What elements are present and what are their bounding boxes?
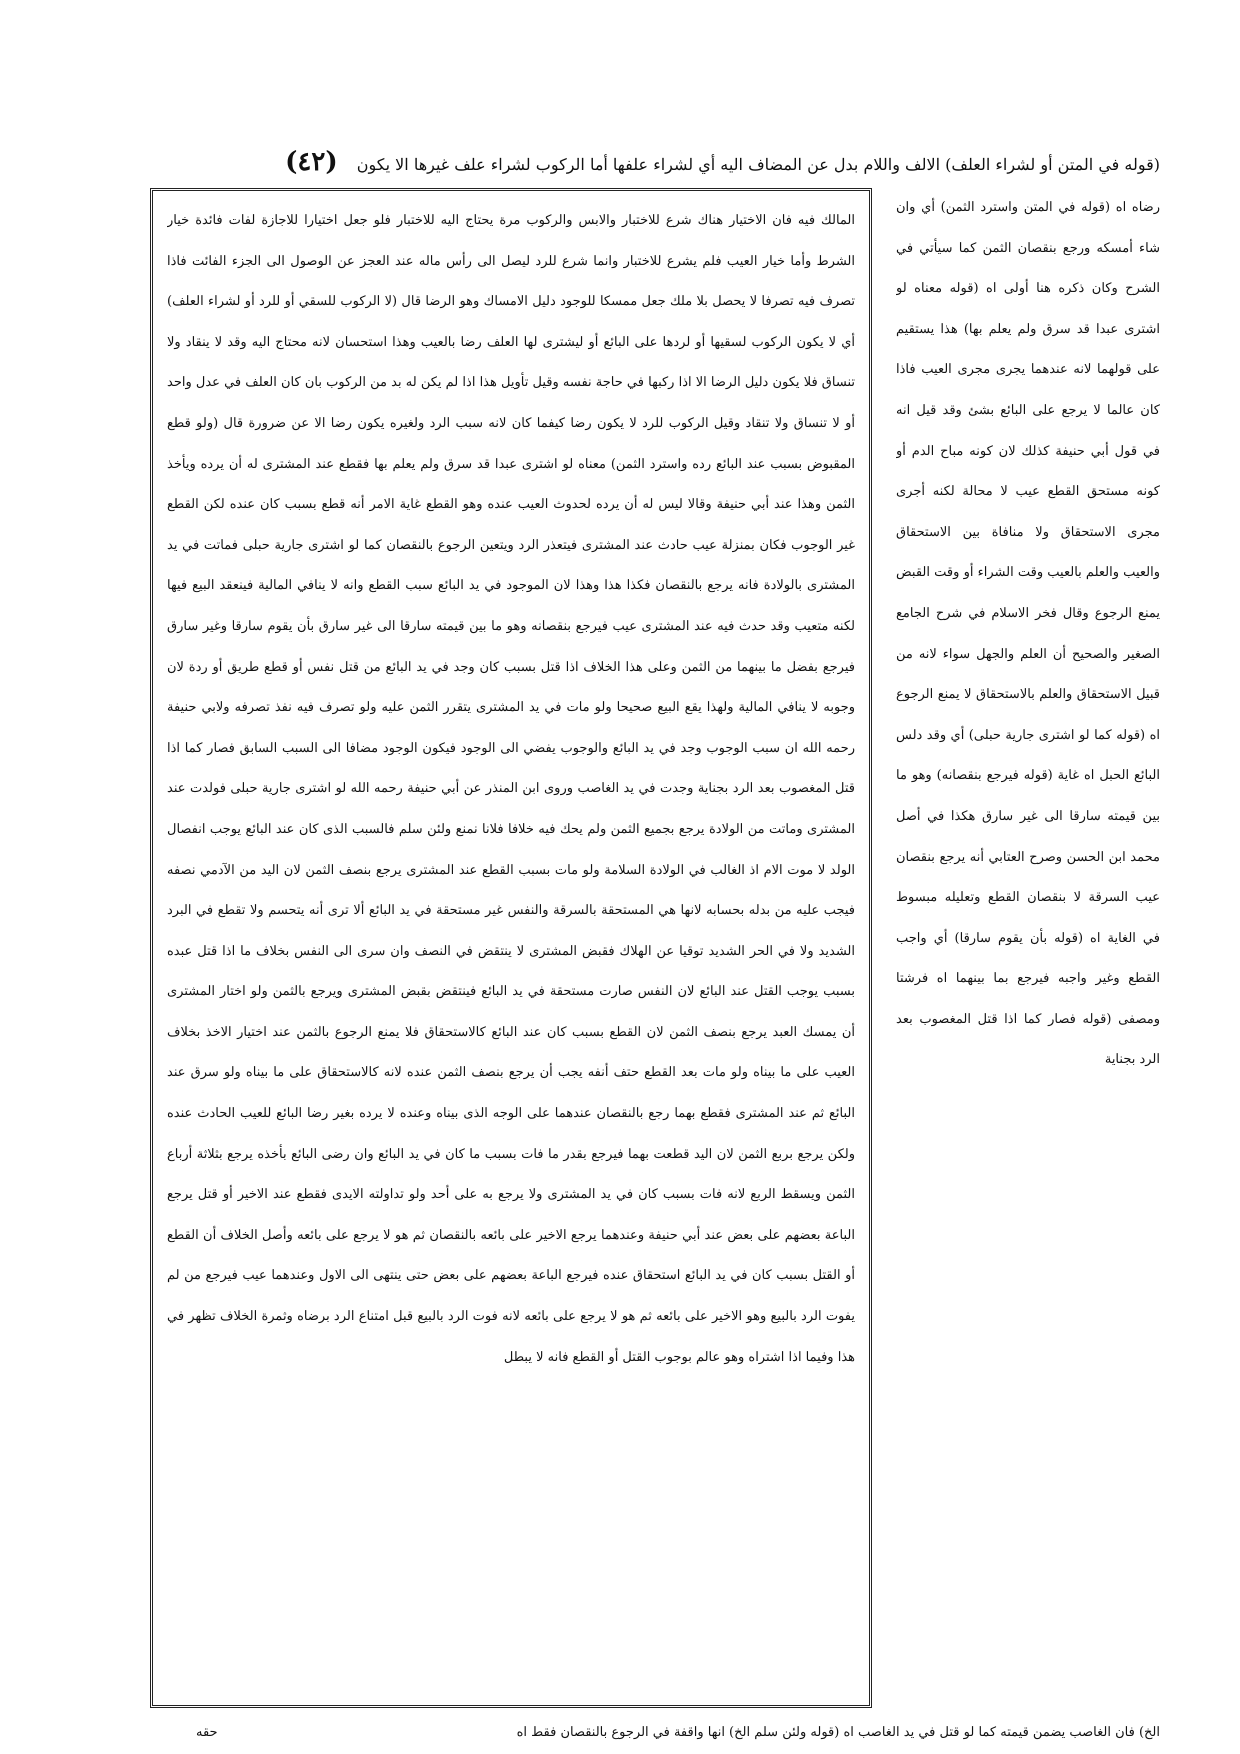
- page-number: (٤٢): [285, 147, 338, 177]
- running-header: [150, 134, 1160, 190]
- catchword: حقه: [196, 1725, 218, 1740]
- marginal-gloss: رضاه اه (قوله في المتن واسترد الثمن) أي وان شاء أمسكه ورجع بنقصان الثمن كما سيأتي في الشرح وكان ذكره هنا أولى اه (قوله معناه لو اشترى عبدا قد سرق ولم يعلم بها) هذا يستقيم على قولهما لانه عندهما يجرى مجرى العيب فاذا كان عالما لا يرجع على البائع بشئ وقد قيل انه في قول أبي حنيفة كذلك لان كونه مباح الدم أو كونه مستحق القطع عيب لا محالة لكنه أجرى مجرى الاستحقاق ولا منافاة بين الاستحقاق والعيب والعلم بالعيب وقت الشراء أو وقت القبض يمنع الرجوع وقال فخر الاسلام في شرح الجامع الصغير والصحيح أن العلم والجهل سواء لانه من قبيل الاستحقاق والعلم بالاستحقاق لا يمنع الرجوع اه (قوله كما لو اشترى جارية حبلى) أي وقد دلس البائع الحبل اه غاية (قوله فيرجع بنقصانه) وهو ما بين قيمته سارقا الى غير سارق هكذا في أصل محمد ابن الحسن وصرح العتابي أنه يرجع بنقصان عيب السرقة لا بنقصان القطع وتعليله مبسوط في الغاية اه (قوله بأن يقوم سارقا) أي واجب القطع وغير واجبه فيرجع بما بينهما اه فرشتا ومصفى (قوله فصار كما اذا قتل المغصوب بعد الرد بجناية: [896, 200, 1160, 1068]
- main-text-frame: [150, 188, 872, 1708]
- header-text: (قوله في المتن أو لشراء العلف) الالف واللام بدل عن المضاف اليه أي لشراء علفها أما الركوب لشراء علف غيرها الا يكون: [356, 155, 1160, 174]
- main-text: المالك فيه فان الاختيار هناك شرع للاختبار والابس والركوب مرة يحتاج اليه للاختبار فلو جعل اختيارا للاجازة لفات فائدة خيار الشرط وأما خيار العيب فلم يشرع للاختبار وانما شرع للرد ليصل الى رأس ماله عند العجز عن الوصول الى الجزء الفائت فاذا تصرف فيه تصرفا لا يحصل بلا ملك جعل ممسكا للوجود دليل الامساك وهو الرضا قال (لا الركوب للسقي أو للرد أو لشراء العلف) أي لا يكون الركوب لسقيها أو لردها على البائع أو ليشترى لها العلف رضا بالعيب وهذا استحسان لانه محتاج اليه وقد لا ينقاد ولا تنساق فلا يكون دليل الرضا الا اذا ركبها في حاجة نفسه وقيل تأويل هذا اذا لم يكن له بد من الركوب بان كان العلف في عدل واحد أو لا تنساق ولا تنقاد وقيل الركوب للرد لا يكون رضا كيفما كان لانه سبب الرد ولغيره يكون رضا الا عن ضرورة قال (ولو قطع المقبوض بسبب عند البائع رده واسترد الثمن) معناه لو اشترى عبدا قد سرق ولم يعلم بها فقطع عند المشترى له أن يرده ويأخذ الثمن وهذا عند أبي حنيفة وقالا ليس له أن يرده لحدوث العيب عنده وهو القطع غاية الامر أنه قطع بسبب كان عنده لكن القطع غير الوجوب فكان بمنزلة عيب حادث عند المشترى فيتعذر الرد ويتعين الرجوع بالنقصان كما لو اشترى جارية حبلى فماتت في يد المشترى بالولادة فانه يرجع بالنقصان فكذا هذا وهذا لان الموجود في يد البائع سبب القطع وانه لا ينافي المالية فينعقد البيع فيها لكنه متعيب وقد حدث فيه عند المشترى عيب فيرجع بنقصانه وهو ما بين قيمته سارقا الى غير سارق بأن يقوم سارقا وغير سارق فيرجع بفضل ما بينهما من الثمن وعلى هذا الخلاف اذا قتل بسبب كان وجد في يد البائع من قتل نفس أو قطع طريق أو ردة لان وجوبه لا ينافي المالية ولهذا يقع البيع صحيحا ولو مات في يد المشترى يتقرر الثمن عليه ولو تصرف فيه نفذ تصرفه ولابي حنيفة رحمه الله ان سبب الوجوب وجد في يد البائع والوجوب يفضي الى الوجود فيكون الوجود مضافا الى السبب السابق فصار كما اذا قتل المغصوب بعد الرد بجناية وجدت في يد الغاصب وروى ابن المنذر عن أبي حنيفة رحمه الله لو اشترى جارية حبلى فولدت عند المشترى وماتت من الولادة يرجع بجميع الثمن ولم يحك فيه خلافا فلانا نمنع ولئن سلم فالسبب الذى كان عند البائع يوجب انفصال الولد لا موت الام اذ الغالب في الولادة السلامة ولو مات بسبب القطع عند المشترى يرجع بنصف الثمن لان اليد من الآدمي نصفه فيجب عليه من بدله بحسابه لانها هي المستحقة بالسرقة والنفس غير مستحقة في يد البائع ألا ترى أنه يتحسم ولا تقطع في البرد الشديد ولا في الحر الشديد توقيا عن الهلاك فقبض المشترى لا ينتقض في النصف وان سرى الى النفس بخلاف ما اذا قتل عبده بسبب يوجب القتل عند البائع لان النفس صارت مستحقة في يد البائع فينتقض بقبض المشترى ويرجع بالثمن ولو اختار المشترى أن يمسك العبد يرجع بنصف الثمن لان القطع بسبب كان عند البائع كالاستحقاق فلا يمنع الرجوع بالثمن عند اختيار الاخذ بخلاف العيب على ما بيناه ولو مات بعد القطع حتف أنفه يجب أن يرجع بنصف الثمن عنده لانه كالاستحقاق على ما بيناه ولو سرق عند البائع ثم عند المشترى فقطع بهما رجع بالنقصان عندهما على الوجه الذى بيناه وعنده لا يرده بغير رضا البائع للعيب الحادث عنده ولكن يرجع بربع الثمن لان اليد قطعت بهما فيرجع بقدر ما فات بسبب ما كان في يد البائع وان رضى البائع بأخذه يرجع بثلاثة أرباع الثمن ويسقط الربع لانه فات بسبب كان في يد المشترى ولا يرجع به على أحد ولو تداولته الايدى فقطع عند الاخير أو قتل يرجع الباعة بعضهم على بعض عند أبي حنيفة وعندهما يرجع الاخير على بائعه بالنقصان ثم هو لا يرجع على بائعه وأصل الخلاف أن القطع أو القتل بسبب كان في يد البائع استحقاق عنده فيرجع الباعة بعضهم على بعض حتى ينتهى الى الاول وعندهما عيب فيرجع من لم يفوت الرد بالبيع وهو الاخير على بائعه ثم هو لا يرجع على بائعه لانه فوت الرد بالبيع قبل امتناع الرد برضاه وثمرة الخلاف تظهر في هذا وفيما اذا اشتراه وهو عالم بوجوب القتل أو القطع فانه لا يبطل: [167, 213, 855, 1365]
- bottom-gloss: الخ) فان الغاصب يضمن قيمته كما لو قتل في يد الغاصب اه (قوله ولئن سلم الخ) انها واقفة في الرجوع بالنقصان فقط اه: [516, 1725, 1160, 1740]
